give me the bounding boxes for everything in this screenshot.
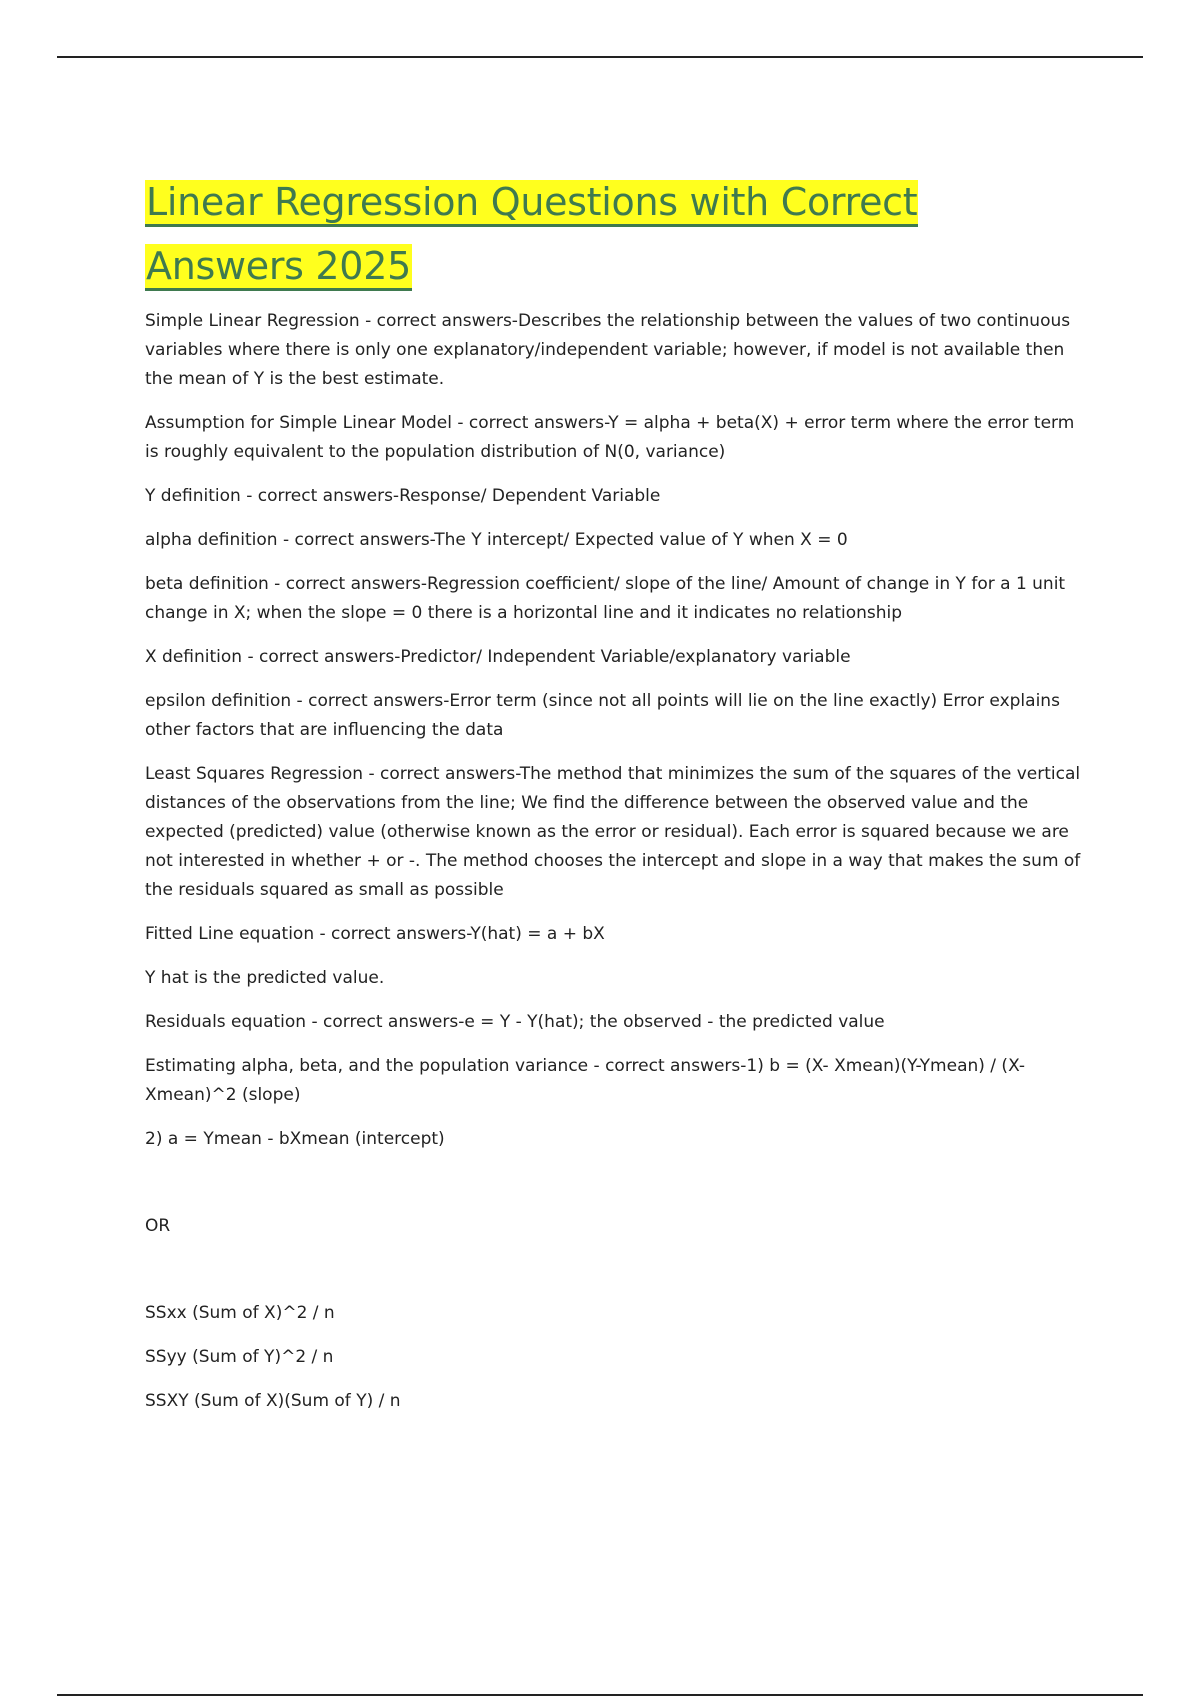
entry-y-hat-note: Y hat is the predicted value. bbox=[145, 968, 385, 988]
document-body bbox=[145, 170, 1085, 1431]
entry-assumption-simple-linear-model: Assumption for Simple Linear Model - correct answers-Y = alpha + beta(X) + error term where the error term is roughly equivalent to the population distribution of N(0, variance) bbox=[145, 413, 1075, 462]
entry-simple-linear-regression: Simple Linear Regression - correct answers-Describes the relationship between the values of two continuous variables where there is only one explanatory/independent variable; however, if model is not available then the mean of Y is the best estimate. bbox=[145, 311, 1071, 389]
entry-ssxx: SSxx (Sum of X)^2 / n bbox=[145, 1303, 335, 1323]
entry-beta-definition: beta definition - correct answers-Regression coefficient/ slope of the line/ Amount of change in Y for a 1 unit change in X; when the slope = 0 there is a horizontal line and it indicates no relationship bbox=[145, 574, 1066, 623]
bottom-rule bbox=[57, 1694, 1143, 1696]
entry-ssxy: SSXY (Sum of X)(Sum of Y) / n bbox=[145, 1391, 401, 1411]
entry-intercept-formula: 2) a = Ymean - bXmean (intercept) bbox=[145, 1129, 445, 1149]
entry-x-definition: X definition - correct answers-Predictor/ Independent Variable/explanatory variable bbox=[145, 647, 851, 667]
entry-estimating-parameters: Estimating alpha, beta, and the population variance - correct answers-1) b = (X- Xmean)(Y-Ymean) / (X-Xmean)^2 (slope) bbox=[145, 1056, 1025, 1105]
document-title bbox=[145, 170, 1085, 298]
entry-residuals-equation: Residuals equation - correct answers-e = Y - Y(hat); the observed - the predicted value bbox=[145, 1012, 885, 1032]
document-title-text: Linear Regression Questions with Correct Answers 2025 bbox=[145, 180, 918, 291]
entry-fitted-line-equation: Fitted Line equation - correct answers-Y(hat) = a + bX bbox=[145, 924, 605, 944]
entry-or: OR bbox=[145, 1216, 171, 1236]
entry-epsilon-definition: epsilon definition - correct answers-Error term (since not all points will lie on the line exactly) Error explains other factors that are influencing the data bbox=[145, 691, 1060, 740]
entry-y-definition: Y definition - correct answers-Response/ Dependent Variable bbox=[145, 486, 661, 506]
entry-least-squares-regression: Least Squares Regression - correct answers-The method that minimizes the sum of the squares of the vertical distances of the observations from the line; We find the difference between the observed value and the expected (predicted) value (otherwise known as the error or residual). Each error is squared because we are not interested in whether + or -. The method chooses the intercept and slope in a way that makes the sum of the residuals squared as small as possible bbox=[145, 764, 1081, 900]
entry-alpha-definition: alpha definition - correct answers-The Y intercept/ Expected value of Y when X = 0 bbox=[145, 530, 848, 550]
entry-ssyy: SSyy (Sum of Y)^2 / n bbox=[145, 1347, 334, 1367]
top-rule bbox=[57, 56, 1143, 58]
